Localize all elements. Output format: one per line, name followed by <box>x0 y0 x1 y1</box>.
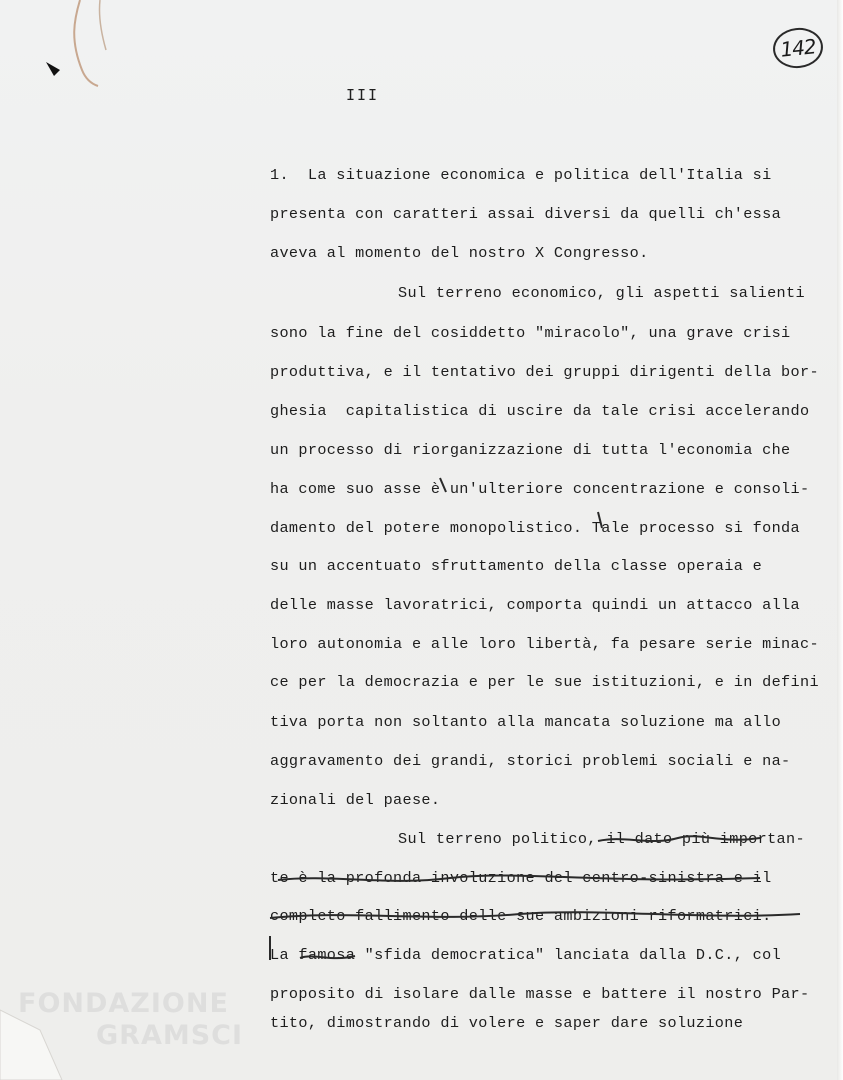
text-line: 1. La situazione economica e politica dell'Italia si <box>270 166 772 184</box>
text-line: te è la profonda involuzione del centro-sinistra e il <box>270 869 772 887</box>
text-line: zionali del paese. <box>270 791 441 809</box>
page-edge <box>837 0 843 1080</box>
text-line: aggravamento dei grandi, storici problemi sociali e na- <box>270 752 791 770</box>
text-line: loro autonomia e alle loro libertà, fa pesare serie minac- <box>270 635 819 653</box>
watermark-line1: FONDAZIONE <box>18 988 229 1019</box>
text-line: presenta con caratteri assai diversi da quelli ch'essa <box>270 205 782 223</box>
text-line: Sul terreno economico, gli aspetti salienti <box>398 284 805 302</box>
text-line: delle masse lavoratrici, comporta quindi un attacco alla <box>270 596 800 614</box>
torn-paper-corner <box>0 1000 70 1080</box>
text-line: sono la fine del cosiddetto "miracolo", una grave crisi <box>270 324 791 342</box>
watermark-line2: GRAMSCI <box>96 1020 244 1051</box>
text-line: ce per la democrazia e per le sue istituzioni, e in defini <box>270 673 819 691</box>
text-line: La famosa "sfida democratica" lanciata dalla D.C., col <box>270 946 782 964</box>
text-line: tiva porta non soltanto alla mancata soluzione ma allo <box>270 713 782 731</box>
section-number: III <box>346 86 380 104</box>
text-line: ghesia capitalistica di uscire da tale crisi accelerando <box>270 402 810 420</box>
text-line: Sul terreno politico, il dato più importan- <box>398 830 805 848</box>
text-line: proposito di isolare dalle masse e battere il nostro Par- <box>270 985 810 1003</box>
paper-fold-mark <box>40 0 120 90</box>
folio-number: 142 <box>771 25 825 70</box>
text-line: damento del potere monopolistico. Tale processo si fonda <box>270 519 800 537</box>
text-line: tito, dimostrando di volere e saper dare soluzione <box>270 1014 744 1032</box>
text-line: ha come suo asse è un'ulteriore concentrazione e consoli- <box>270 480 810 498</box>
text-line: produttiva, e il tentativo dei gruppi dirigenti della bor- <box>270 363 819 381</box>
text-line: su un accentuato sfruttamento della classe operaia e <box>270 557 763 575</box>
text-line: un processo di riorganizzazione di tutta l'economia che <box>270 441 791 459</box>
text-line: completo fallimento delle sue ambizioni riformatrici. <box>270 907 772 925</box>
text-line: aveva al momento del nostro X Congresso. <box>270 244 649 262</box>
